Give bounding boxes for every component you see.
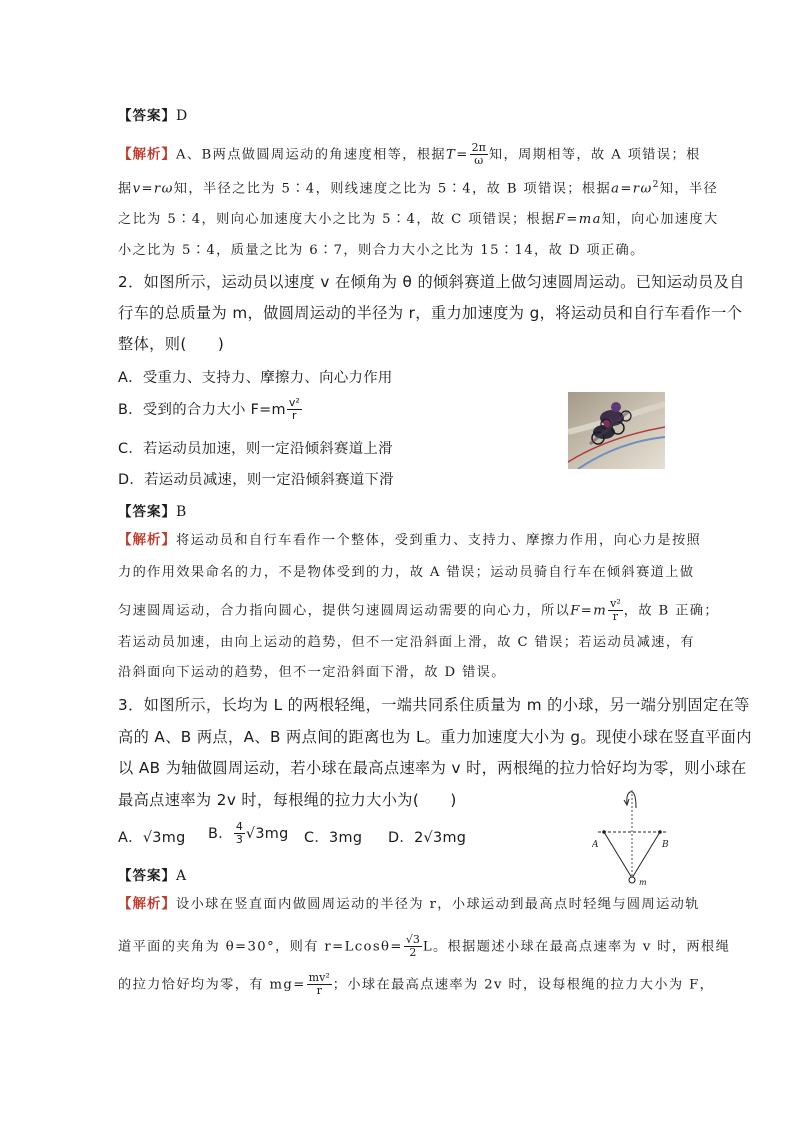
answer-tag: 【答案】 (118, 504, 176, 520)
q3-answer (118, 864, 186, 884)
text: L。根据题述小球在最高点速率为 v 时，两根绳 (422, 939, 731, 955)
q2-explanation-line-3 (118, 599, 719, 623)
q2-stem-line-2: 行车的总质量为 m，做圆周运动的半径为 r，重力加速度为 g，将运动员和自行车看作一个 (118, 304, 743, 322)
q3-explanation-line-2 (118, 935, 730, 959)
text: ；小球在最高点速率为 2v 时，设每根绳的拉力大小为 F， (332, 977, 715, 993)
answer-tag: 【答案】 (118, 868, 176, 884)
formula: F=ma (555, 212, 602, 227)
numerator: v² (288, 396, 300, 409)
denominator: r (292, 408, 297, 422)
cyclists-photo (568, 392, 665, 469)
q3-stem-line-2: 高的 A、B 两点，A、B 两点间的距离也为 L。重力加速度大小为 g。现使小球在竖直平面内 (118, 728, 752, 746)
q1-answer (118, 104, 188, 124)
text: 小之比为 5∶4，质量之比为 6∶7，则合力大小之比为 15∶14，故 D 项正确。 (118, 243, 645, 258)
q3-option-d: D．2√3mg (388, 830, 467, 846)
fraction (287, 397, 302, 421)
formula: v=rω (132, 181, 174, 197)
text: 知，向心加速度大 (601, 212, 719, 227)
q2-explanation-line-5: 沿斜面向下运动的趋势，但不一定沿斜面下滑，故 D 错误。 (118, 665, 506, 680)
q2-answer (118, 500, 187, 520)
text: 匀速圆周运动，合力指向圆心，提供匀速圆周运动需要的向心力，所以 (118, 603, 571, 619)
explanation-tag: 【解析】 (118, 532, 176, 548)
fraction (608, 598, 623, 622)
q2-option-b (118, 398, 303, 422)
q2-explanation-line-1 (118, 534, 701, 548)
text: 知，半径 (659, 181, 719, 197)
q2-stem-line-3: 整体，则( ) (118, 335, 225, 353)
explanation-tag: 【解析】 (118, 146, 176, 163)
formula: F=m (570, 603, 608, 619)
text: 之比为 5∶4，则向心加速度大小之比为 5∶4，故 C 项错误；根据 (118, 212, 556, 227)
q2-stem-line-1: 2．如图所示，运动员以速度 v 在倾角为 θ 的倾斜赛道上做匀速圆周运动。已知运动员及自 (118, 273, 745, 291)
fraction (307, 972, 332, 996)
q3-option-b (208, 822, 289, 846)
numerator: mv² (308, 971, 330, 984)
option-text: √3mg (245, 826, 289, 843)
option-text: B．受到的合力大小 F=m (118, 402, 286, 419)
q3-explanation-line-1 (118, 898, 700, 912)
q3-explanation-line-3 (118, 973, 714, 997)
q2-option-d: D．若运动员减速，则一定沿倾斜赛道下滑 (118, 472, 394, 488)
fraction (470, 142, 488, 166)
denominator: ω (474, 153, 484, 167)
cyclists-photo-graphic (568, 392, 665, 469)
text: 的拉力恰好均为零，有 mg= (118, 977, 306, 993)
answer-value: B (176, 504, 187, 520)
denominator: r (316, 983, 322, 997)
denominator: 3 (235, 832, 243, 846)
q1-explanation-line-4 (118, 244, 645, 257)
answer-value: D (176, 108, 188, 124)
q1-explanation-line-1 (118, 143, 701, 167)
q2-explanation-line-4: 若运动员加速，由向上运动的趋势，但不一定沿斜面上滑，故 C 错误；若运动员减速，有 (118, 635, 695, 650)
text: 据 (118, 181, 133, 197)
fraction (234, 821, 245, 845)
diagram-label-b: B (662, 840, 669, 850)
text: 知，半径之比为 5∶4，则线速度之比为 5∶4，故 B 项错误；根据 (173, 181, 612, 197)
diagram-label-m: m (639, 878, 647, 887)
q3-option-a: A．√3mg (118, 830, 186, 846)
q2-option-c: C．若运动员加速，则一定沿倾斜赛道上滑 (118, 441, 393, 457)
formula: T= (446, 147, 469, 163)
diagram-label-a: A (592, 840, 599, 850)
q1-explanation-line-2: 据v=rω知，半径之比为 5∶4，则线速度之比为 5∶4，故 B 项错误；根据$a=r\omega^2$知，半径 (118, 180, 719, 197)
denominator: r (612, 609, 619, 623)
fraction (404, 934, 422, 958)
text: ，故 B 正确； (623, 603, 719, 619)
answer-tag: 【答案】 (118, 108, 176, 124)
answer-value: A (176, 868, 187, 884)
denominator: 2 (409, 945, 417, 959)
q3-stem-line-3: 以 AB 为轴做圆周运动，若小球在最高点速率为 v 时，两根绳的拉力恰好均为零，则小球在 (118, 759, 747, 777)
q3-stem-line-1: 3．如图所示，长均为 L 的两根轻绳，一端共同系住质量为 m 的小球，另一端分别固定在等 (118, 696, 750, 714)
rope-ball-diagram-graphic (592, 786, 674, 890)
text: 知，周期相等，故 A 项错误；根 (488, 147, 701, 163)
q2-explanation-line-2: 力的作用效果命名的力，不是物体受到的力，故 A 错误；运动员骑自行车在倾斜赛道上做 (118, 565, 695, 580)
option-text: B． (208, 826, 233, 843)
numerator: 4 (235, 820, 243, 833)
formula: a=rω (611, 181, 653, 197)
text: 道平面的夹角为 θ=30°，则有 r=Lcosθ= (118, 939, 403, 955)
q3-option-c: C．3mg (304, 830, 363, 846)
text: 将运动员和自行车看作一个整体，受到重力、支持力、摩擦力作用，向心力是按照 (176, 533, 702, 548)
q1-explanation-line-3 (118, 213, 719, 226)
numerator: √3 (405, 933, 420, 946)
explanation-tag: 【解析】 (118, 896, 176, 912)
q2-option-a: A．受重力、支持力、摩擦力、向心力作用 (118, 370, 393, 386)
text: A、B两点做圆周运动的角速度相等，根据 (176, 147, 447, 163)
numerator: 2π (471, 141, 486, 154)
rope-ball-diagram (592, 786, 674, 890)
q3-stem-line-4: 最高点速率为 2v 时，每根绳的拉力大小为( ) (118, 791, 457, 809)
text: 设小球在竖直面内做圆周运动的半径为 r，小球运动到最高点时轻绳与圆周运动轨 (176, 897, 700, 912)
numerator: v² (610, 597, 621, 610)
